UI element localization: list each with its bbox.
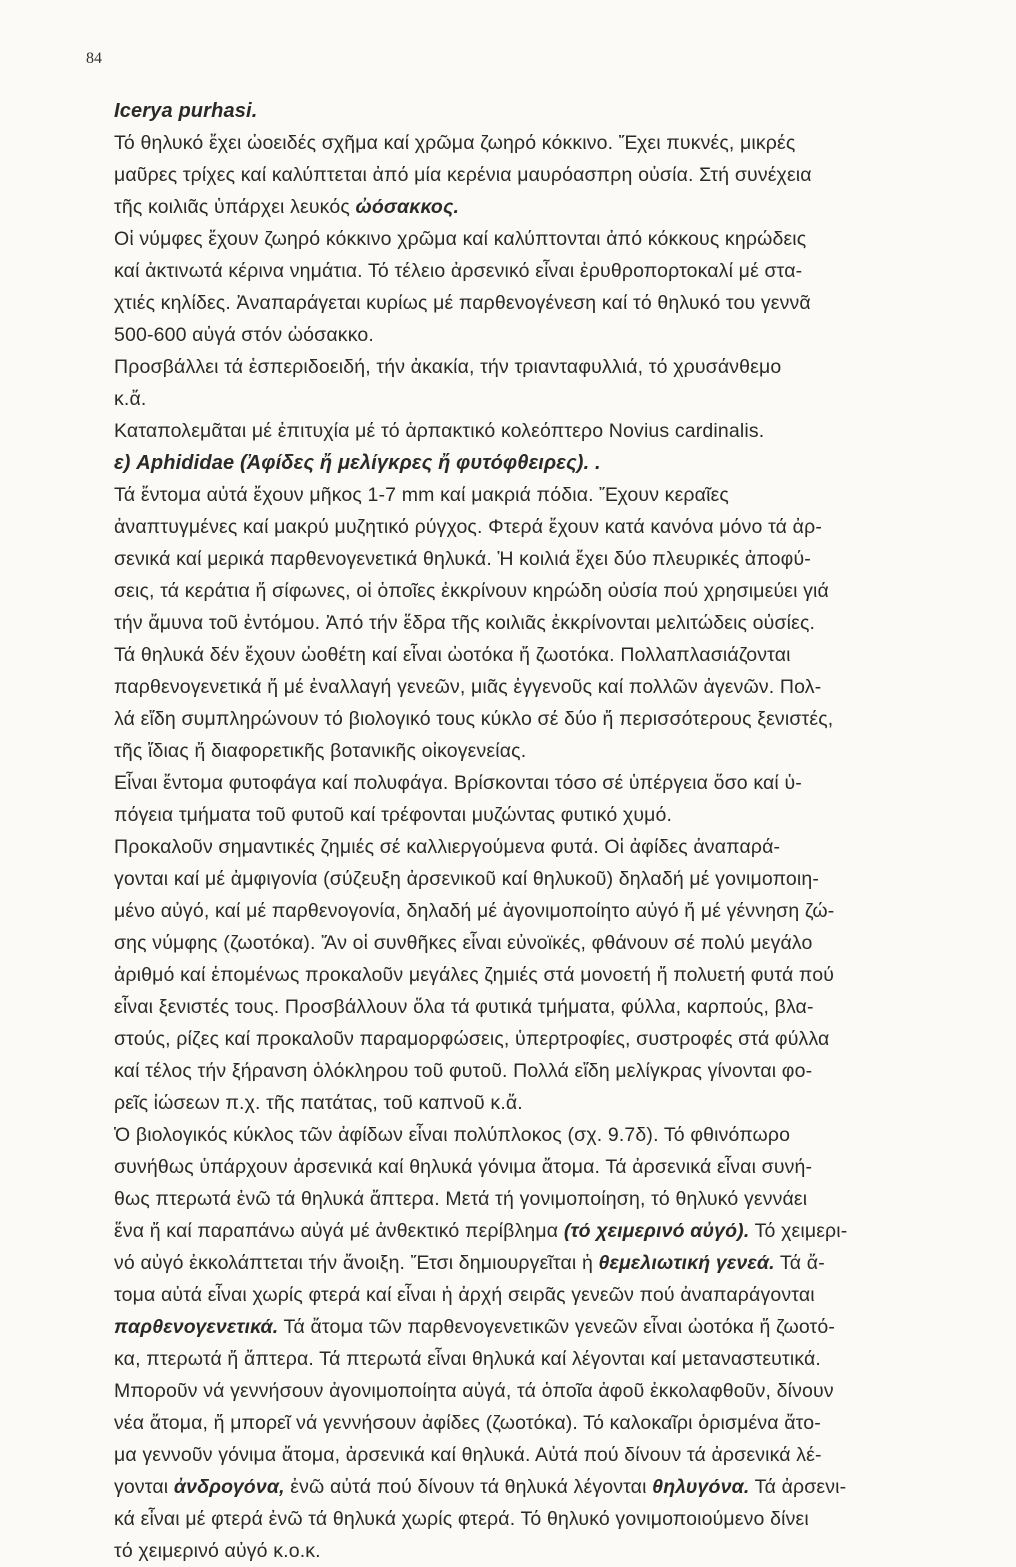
text-run: νέα ἄτομα, ἤ μπορεῖ νά γεννήσουν ἀφίδες (ζωοτόκα). Τό καλοκαῖρι ὁρισμένα ἄτο- (114, 1412, 821, 1434)
text-line (114, 1503, 962, 1535)
text-run: Προσβάλλει τά ἑσπεριδοειδή, τήν ἀκακία, τήν τριανταφυλλιά, τό χρυσάνθεμο (114, 356, 782, 378)
text-line (114, 1471, 962, 1503)
emphasized-term: θεμελιωτική γενεά. (598, 1252, 775, 1274)
text-line (114, 1215, 962, 1247)
text-run: Τά θηλυκά δέν ἔχουν ὠοθέτη καί εἶναι ὠοτόκα ἤ ζωοτόκα. Πολλαπλασιάζονται (114, 644, 791, 666)
text-run: Τά ἄτομα τῶν παρθενογενετικῶν γενεῶν εἶναι ὠοτόκα ἤ ζωοτό- (278, 1316, 836, 1338)
text-run: λά εἴδη συμπληρώνουν τό βιολογικό τους κύκλο σέ δύο ἤ περισσότερους ξενιστές, (114, 708, 834, 730)
text-run: Προκαλοῦν σημαντικές ζημιές σέ καλλιεργούμενα φυτά. Οἱ ἀφίδες ἀναπαρά- (114, 836, 781, 858)
text-line (114, 223, 962, 255)
text-run: Τά ἔντομα αὐτά ἔχουν μῆκος 1-7 mm καί μακριά πόδια. Ἔχουν κεραῖες (114, 484, 729, 506)
section-heading: ε) Aphididae (Ἀφίδες ἤ μελίγκρες ἤ φυτόφθειρες). . (114, 452, 601, 474)
text-run: 500-600 αὐγά στόν ὠόσακκο. (114, 324, 374, 346)
text-line (114, 415, 962, 447)
text-run: Μποροῦν νά γεννήσουν ἀγονιμοποίητα αὐγά, τά ὁποῖα ἀφοῦ ἐκκολαφθοῦν, δίνουν (114, 1380, 834, 1402)
text-line (114, 607, 962, 639)
text-line (114, 1055, 962, 1087)
text-line (114, 1535, 962, 1567)
text-line (114, 1247, 962, 1279)
text-run: μαῦρες τρίχες καί καλύπτεται ἀπό μία κερένια μαυρόασπρη οὐσία. Στή συνέχεια (114, 164, 812, 186)
text-run: μα γεννοῦν γόνιμα ἄτομα, ἀρσενικά καί θηλυκά. Αὐτά πού δίνουν τά ἀρσενικά λέ- (114, 1444, 822, 1466)
text-line (114, 671, 962, 703)
text-run: στούς, ρίζες καί προκαλοῦν παραμορφώσεις, ὑπερτροφίες, συστροφές στά φύλλα (114, 1028, 830, 1050)
text-line (114, 1151, 962, 1183)
text-line (114, 255, 962, 287)
text-line (114, 319, 962, 351)
text-line (114, 1279, 962, 1311)
text-line (114, 799, 962, 831)
emphasized-term: ὠόσακκος. (355, 196, 460, 218)
text-line (114, 383, 962, 415)
text-line (114, 1023, 962, 1055)
text-line (114, 735, 962, 767)
text-line (114, 959, 962, 991)
text-line (114, 447, 962, 479)
text-line (114, 703, 962, 735)
text-line (114, 543, 962, 575)
text-run: Οἱ νύμφες ἔχουν ζωηρό κόκκινο χρῶμα καί καλύπτονται ἀπό κόκκους κηρώδεις (114, 228, 807, 250)
text-run: πόγεια τμήματα τοῦ φυτοῦ καί τρέφονται μυζώντας φυτικό χυμό. (114, 804, 673, 826)
text-line (114, 511, 962, 543)
text-run: τό χειμερινό αὐγό κ.ο.κ. (114, 1540, 321, 1562)
page-number: 84 (86, 50, 102, 67)
text-line (114, 351, 962, 383)
text-line (114, 479, 962, 511)
text-line (114, 287, 962, 319)
text-run: σης νύμφης (ζωοτόκα). Ἄν οἱ συνθῆκες εἶναι εὐνοϊκές, φθάνουν σέ πολύ μεγάλο (114, 932, 813, 954)
text-run: Τά ἀρσενι- (749, 1476, 847, 1498)
page-text (114, 95, 962, 1567)
text-run: κά εἶναι μέ φτερά ἐνῶ τά θηλυκά χωρίς φτερά. Τό θηλυκό γονιμοποιούμενο δίνει (114, 1508, 809, 1530)
text-run: κ.ἄ. (114, 388, 147, 410)
text-line (114, 991, 962, 1023)
emphasized-term: θηλυγόνα. (652, 1476, 750, 1498)
text-run: συνήθως ὑπάρχουν ἀρσενικά καί θηλυκά γόνιμα ἄτομα. Τά ἀρσενικά εἶναι συνή- (114, 1156, 813, 1178)
text-line (114, 863, 962, 895)
text-run: γονται καί μέ ἀμφιγονία (σύζευξη ἀρσενικοῦ καί θηλυκοῦ) δηλαδή μέ γονιμοποιη- (114, 868, 820, 890)
text-run: τομα αὐτά εἶναι χωρίς φτερά καί εἶναι ἡ ἀρχή σειρᾶς γενεῶν πού ἀναπαράγονται (114, 1284, 815, 1306)
text-run: τῆς ἴδιας ἤ διαφορετικῆς βοτανικῆς οἰκογενείας. (114, 740, 527, 762)
text-line (114, 95, 962, 127)
text-run: μένο αὐγό, καί μέ παρθενογονία, δηλαδή μέ ἀγονιμοποίητο αὐγό ἤ μέ γέννηση ζώ- (114, 900, 835, 922)
text-run: ἐνῶ αὐτά πού δίνουν τά θηλυκά λέγονται (284, 1476, 653, 1498)
text-run: Ὁ βιολογικός κύκλος τῶν ἀφίδων εἶναι πολύπλοκος (σχ. 9.7δ). Τό φθινόπωρο (114, 1124, 791, 1146)
text-run: καί τέλος τήν ξήρανση ὁλόκληρου τοῦ φυτοῦ. Πολλά εἴδη μελίγκρας γίνονται φο- (114, 1060, 813, 1082)
text-line (114, 1343, 962, 1375)
text-line (114, 127, 962, 159)
text-run: σεις, τά κεράτια ἤ σίφωνες, οἱ ὁποῖες ἐκκρίνουν κηρώδη οὐσία πού χρησιμεύει γιά (114, 580, 829, 602)
text-run: Τό χειμερι- (749, 1220, 848, 1242)
emphasized-term: παρθενογενετικά. (114, 1316, 279, 1338)
emphasized-term: ἀνδρογόνα, (173, 1476, 285, 1498)
text-line (114, 1407, 962, 1439)
text-line (114, 1119, 962, 1151)
text-run: ρεῖς ἰώσεων π.χ. τῆς πατάτας, τοῦ καπνοῦ κ.ἄ. (114, 1092, 523, 1114)
text-line (114, 575, 962, 607)
text-line (114, 1087, 962, 1119)
text-line (114, 831, 962, 863)
text-run: παρθενογενετικά ἤ μέ ἐναλλαγή γενεῶν, μιᾶς ἐγγενοῦς καί πολλῶν ἀγενῶν. Πολ- (114, 676, 822, 698)
text-line (114, 1183, 962, 1215)
text-line (114, 927, 962, 959)
text-line (114, 767, 962, 799)
text-line (114, 159, 962, 191)
section-heading: Icerya purhasi. (114, 100, 258, 122)
text-run: Εἶναι ἔντομα φυτοφάγα καί πολυφάγα. Βρίσκονται τόσο σέ ὑπέργεια ὅσο καί ὑ- (114, 772, 802, 794)
text-run: νό αὐγό ἐκκολάπτεται τήν ἄνοιξη. Ἔτσι δημιουργεῖται ἡ (114, 1252, 599, 1274)
text-line (114, 1439, 962, 1471)
text-run: καί ἀκτινωτά κέρινα νημάτια. Τό τέλειο ἀρσενικό εἶναι ἐρυθροπορτοκαλί μέ στα- (114, 260, 803, 282)
text-run: Καταπολεμᾶται μέ ἐπιτυχία μέ τό ἁρπακτικό κολεόπτερο Novius cardinalis. (114, 420, 765, 442)
text-line (114, 1375, 962, 1407)
text-run: Τά ἄ- (774, 1252, 825, 1274)
text-run: ἕνα ἤ καί παραπάνω αὐγά μέ ἀνθεκτικό περίβλημα (114, 1220, 564, 1242)
text-line (114, 1311, 962, 1343)
text-run: σενικά καί μερικά παρθενογενετικά θηλυκά. Ἡ κοιλιά ἔχει δύο πλευρικές ἀποφύ- (114, 548, 811, 570)
text-run: θως πτερωτά ἐνῶ τά θηλυκά ἄπτερα. Μετά τή γονιμοποίηση, τό θηλυκό γεννάει (114, 1188, 808, 1210)
text-line (114, 895, 962, 927)
text-run: ἀριθμό καί ἑπομένως προκαλοῦν μεγάλες ζημιές στά μονοετή ἤ πολυετή φυτά πού (114, 964, 835, 986)
text-run: εἶναι ξενιστές τους. Προσβάλλουν ὅλα τά φυτικά τμήματα, φύλλα, καρπούς, βλα- (114, 996, 814, 1018)
text-run: τῆς κοιλιᾶς ὑπάρχει λευκός (114, 196, 356, 218)
text-line (114, 639, 962, 671)
text-run: Τό θηλυκό ἔχει ὠοειδές σχῆμα καί χρῶμα ζωηρό κόκκινο. Ἔχει πυκνές, μικρές (114, 132, 796, 154)
text-run: γονται (114, 1476, 174, 1498)
text-run: τήν ἄμυνα τοῦ ἐντόμου. Ἀπό τήν ἕδρα τῆς κοιλιᾶς ἐκκρίνονται μελιτώδεις οὐσίες. (114, 612, 816, 634)
text-run: ἀναπτυγμένες καί μακρύ μυζητικό ρύγχος. Φτερά ἔχουν κατά κανόνα μόνο τά ἀρ- (114, 516, 822, 538)
text-run: χτιές κηλίδες. Ἀναπαράγεται κυρίως μέ παρθενογένεση καί τό θηλυκό του γεννᾶ (114, 292, 811, 314)
text-line (114, 191, 962, 223)
text-run: κα, πτερωτά ἤ ἄπτερα. Τά πτερωτά εἶναι θηλυκά καί λέγονται καί μεταναστευτικά. (114, 1348, 821, 1370)
emphasized-term: (τό χειμερινό αὐγό). (563, 1220, 750, 1242)
